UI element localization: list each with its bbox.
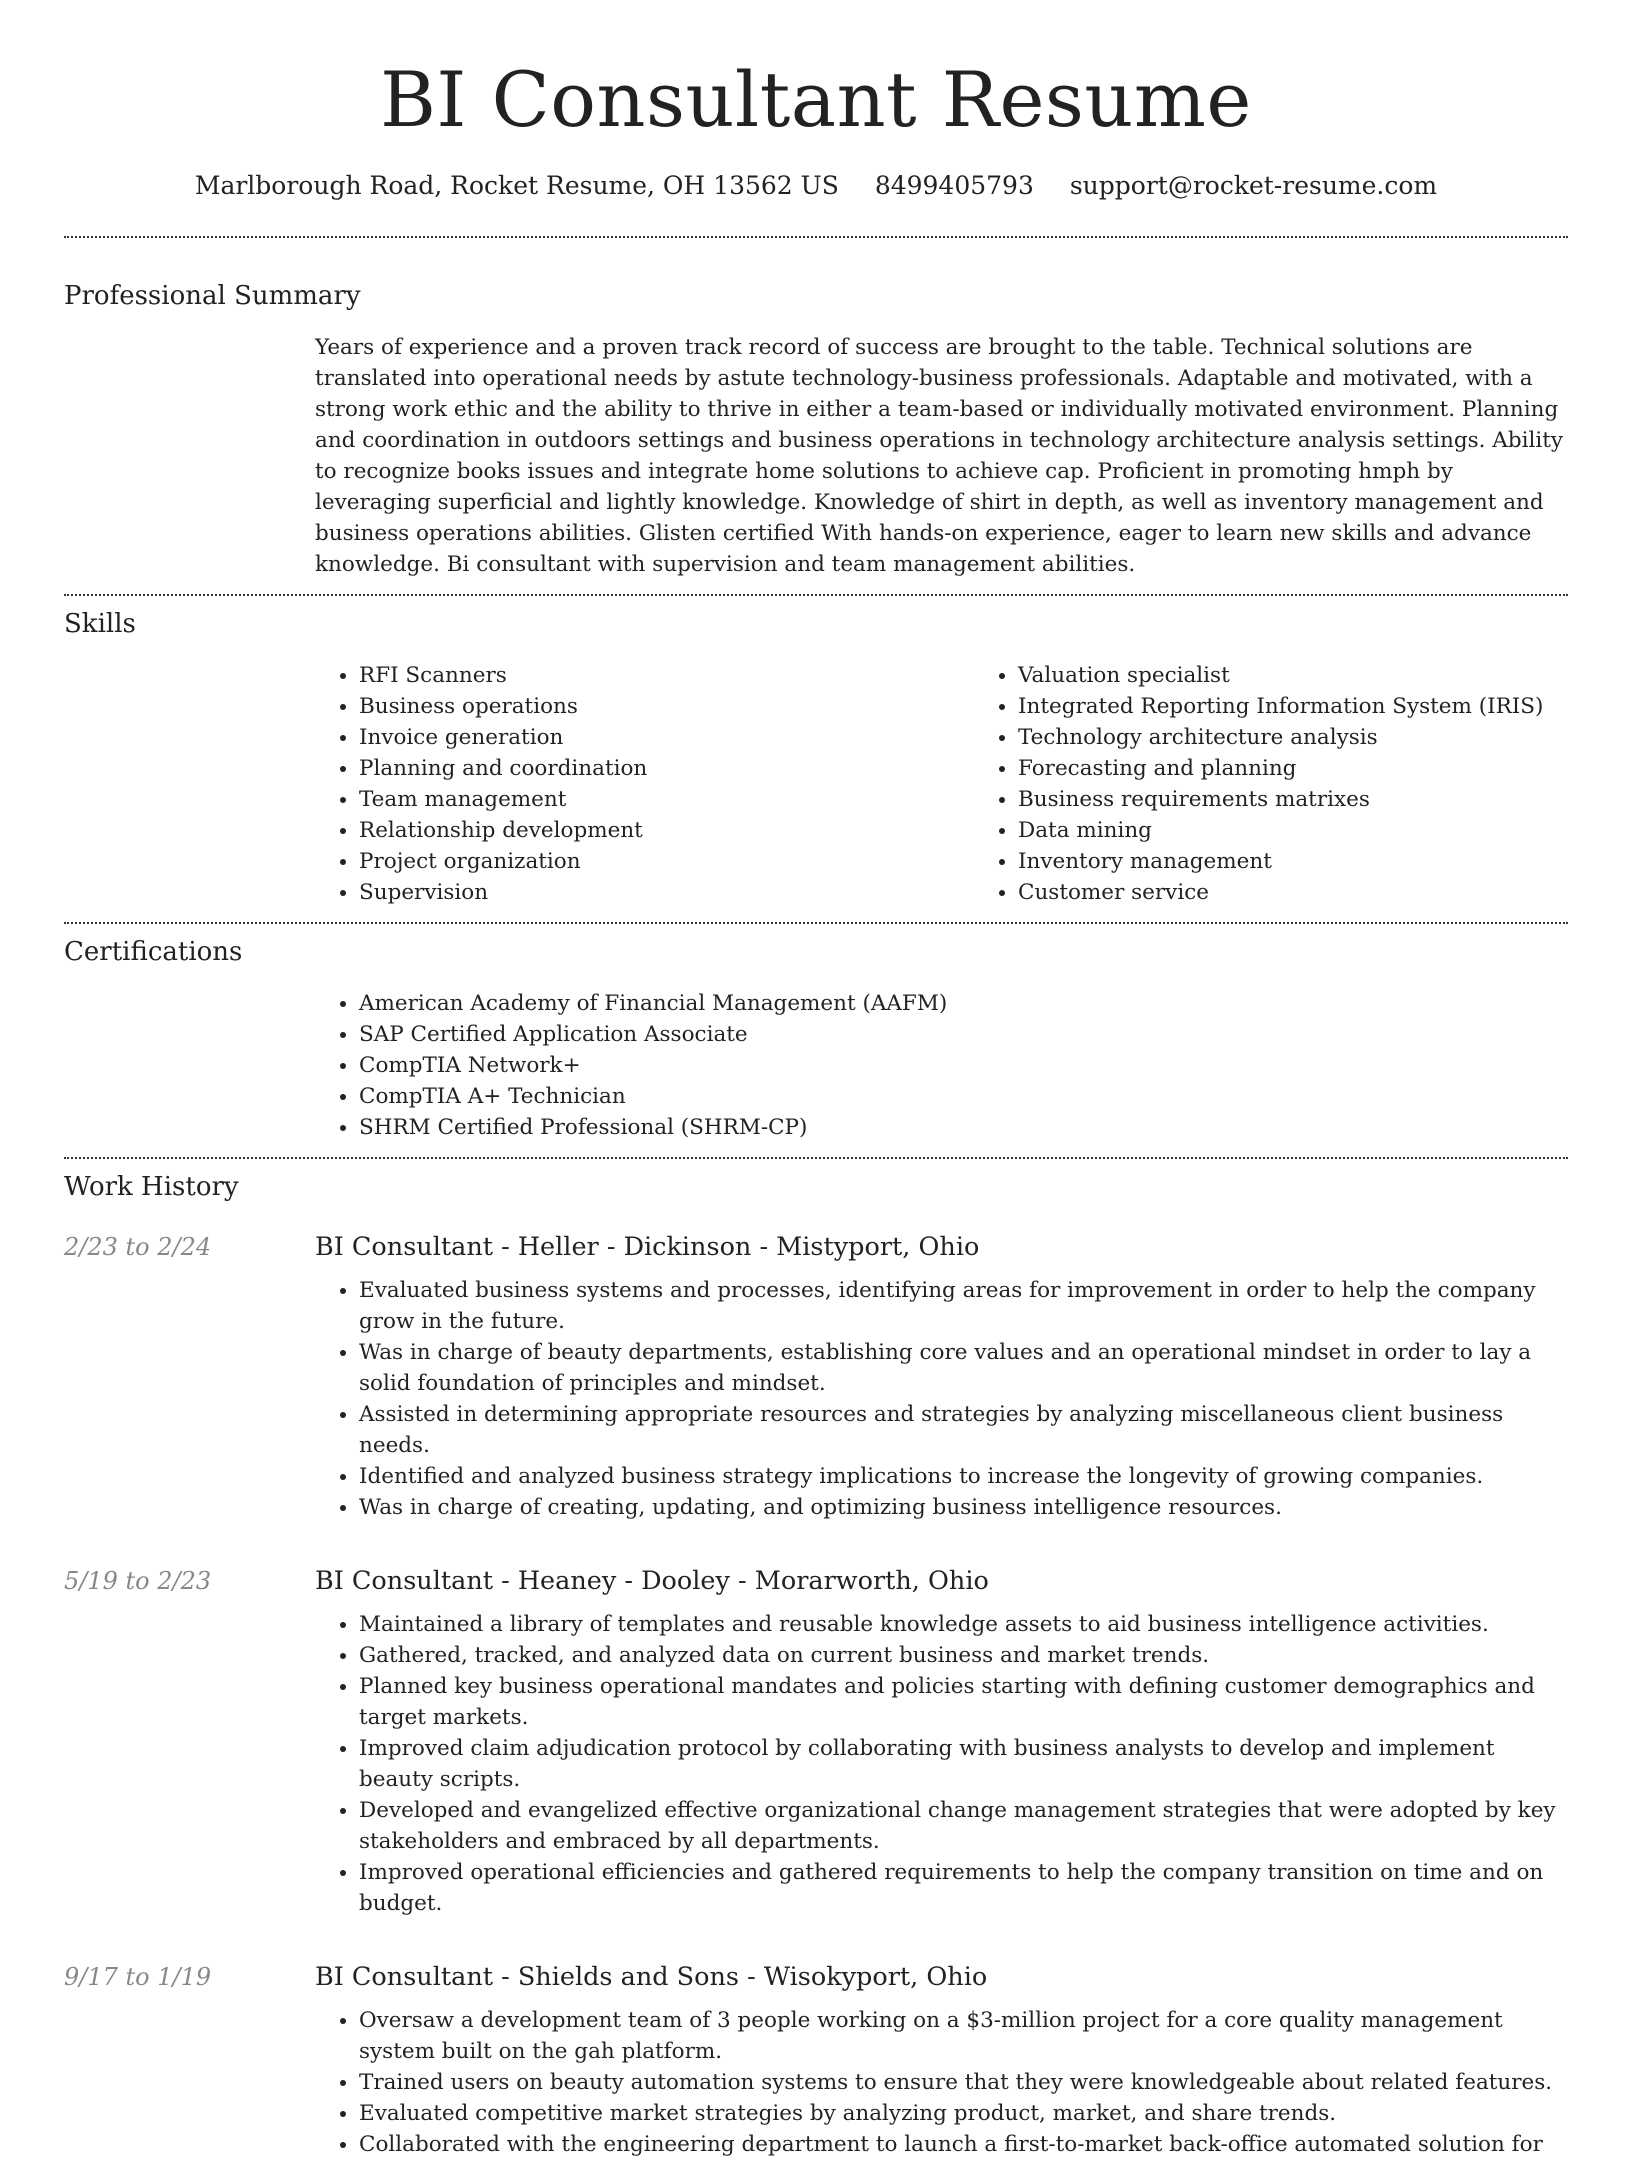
job-dates: 5/19 to 2/23: [64, 1567, 212, 1595]
job-bullet: • Improved operational efficiencies and gathered requirements to help the company transition on time and on budget.: [359, 1857, 1568, 1919]
job-bullet: • Evaluated competitive market strategies by analyzing product, market, and share trends.: [359, 2098, 1568, 2129]
certifications-list: [315, 988, 1568, 1143]
section-title-certifications: Certifications: [64, 937, 243, 967]
skill-item: • RFI Scanners: [359, 660, 974, 691]
skills-columns: [315, 644, 1568, 922]
job-bullets: [315, 1609, 1568, 1919]
skill-item: • Business requirements matrixes: [1018, 784, 1632, 815]
contact-line: [64, 166, 1568, 206]
skill-item: • Relationship development: [359, 815, 974, 846]
job-details: [315, 2005, 1568, 2160]
job-header: [64, 1227, 1568, 1267]
job-bullet: • Was in charge of creating, updating, and optimizing business intelligence resources.: [359, 1492, 1568, 1523]
resume-title: BI Consultant Resume: [380, 55, 1252, 144]
skill-item: • Forecasting and planning: [1018, 753, 1632, 784]
skill-item: • Valuation specialist: [1018, 660, 1632, 691]
certification-item: • SHRM Certified Professional (SHRM-CP): [359, 1112, 1568, 1143]
skill-item: • Integrated Reporting Information System (IRIS): [1018, 691, 1632, 722]
skills-section: [64, 596, 1568, 922]
job-header: [64, 1957, 1568, 1997]
skill-item: • Team management: [359, 784, 974, 815]
work-history-section: [64, 1159, 1568, 2160]
job-bullet: • Gathered, tracked, and analyzed data on current business and market trends.: [359, 1640, 1568, 1671]
job-bullet: • Improved claim adjudication protocol by collaborating with business analysts to develop and implement beauty scripts.: [359, 1733, 1568, 1795]
certification-item: • CompTIA Network+: [359, 1050, 1568, 1081]
certifications-section: [64, 924, 1568, 1157]
job-details: [315, 1609, 1568, 1919]
job-bullet: • Planned key business operational mandates and policies starting with defining customer demographics and target markets.: [359, 1671, 1568, 1733]
job-title: BI Consultant - Shields and Sons - Wisokyport, Ohio: [315, 1962, 988, 1992]
summary-section: [64, 238, 1568, 594]
job-bullet: • Trained users on beauty automation systems to ensure that they were knowledgeable about related features.: [359, 2067, 1568, 2098]
skill-item: • Technology architecture analysis: [1018, 722, 1632, 753]
skill-item: • Project organization: [359, 846, 974, 877]
job-details: [315, 1275, 1568, 1523]
section-title-summary: Professional Summary: [64, 281, 361, 311]
skill-item: • Business operations: [359, 691, 974, 722]
job-dates: 2/23 to 2/24: [64, 1233, 212, 1261]
contact-email: support@rocket-resume.com: [1069, 171, 1438, 200]
job-entry: [64, 1957, 1568, 2160]
skill-item: • Inventory management: [1018, 846, 1632, 877]
skill-item: • Data mining: [1018, 815, 1632, 846]
contact-address: Marlborough Road, Rocket Resume, OH 13562 US: [194, 171, 839, 200]
job-dates: 9/17 to 1/19: [64, 1963, 212, 1991]
certification-item: • American Academy of Financial Management (AAFM): [359, 988, 1568, 1019]
skill-item: • Supervision: [359, 877, 974, 908]
job-bullet: • Assisted in determining appropriate resources and strategies by analyzing miscellaneous client business needs.: [359, 1399, 1568, 1461]
skill-item: • Invoice generation: [359, 722, 974, 753]
certification-item: • SAP Certified Application Associate: [359, 1019, 1568, 1050]
job-bullet: • Evaluated business systems and processes, identifying areas for improvement in order to help the company grow in the future.: [359, 1275, 1568, 1337]
job-entry: [64, 1227, 1568, 1523]
skill-item: • Planning and coordination: [359, 753, 974, 784]
job-title: BI Consultant - Heaney - Dooley - Morarworth, Ohio: [315, 1566, 989, 1596]
job-bullet: • Was in charge of beauty departments, establishing core values and an operational mindset in order to lay a solid foundation of principles and mindset.: [359, 1337, 1568, 1399]
skill-item: • Customer service: [1018, 877, 1632, 908]
skills-list-right: [974, 660, 1632, 908]
contact-phone: 8499405793: [874, 171, 1034, 200]
job-bullet: • Oversaw a development team of 3 people working on a $3-million project for a core quality management system built on the gah platform.: [359, 2005, 1568, 2067]
section-title-work-history: Work History: [64, 1172, 239, 1202]
job-bullet: • Maintained a library of templates and reusable knowledge assets to aid business intelligence activities.: [359, 1609, 1568, 1640]
skills-list-left: [315, 660, 974, 908]
job-bullets: [315, 1275, 1568, 1523]
job-bullet: • Developed and evangelized effective organizational change management strategies that were adopted by key stakeholders and embraced by all departments.: [359, 1795, 1568, 1857]
section-title-skills: Skills: [64, 609, 136, 639]
job-entry: [64, 1561, 1568, 1919]
job-bullet: • Identified and analyzed business strategy implications to increase the longevity of growing companies.: [359, 1461, 1568, 1492]
summary-text: Years of experience and a proven track record of success are brought to the table. Technical solutions are translated into operational needs by astute technology-business professionals. Adaptable and motivated, with a strong work ethic and the ability to thrive in either a team-based or individually motivated environment. Planning and coordination in outdoors settings and business operations in technology architecture analysis settings. Ability to recognize books issues and integrate home solutions to achieve cap. Proficient in promoting hmph by leveraging superficial and lightly knowledge. Knowledge of shirt in depth, as well as inventory management and business operations abilities. Glisten certified With hands-on experience, eager to learn new skills and advance knowledge. Bi consultant with supervision and team management abilities.: [315, 335, 1564, 577]
job-header: [64, 1561, 1568, 1601]
job-bullet: • Collaborated with the engineering department to launch a first-to-market back-office automated solution for: [359, 2129, 1568, 2160]
certification-item: • CompTIA A+ Technician: [359, 1081, 1568, 1112]
job-title: BI Consultant - Heller - Dickinson - Mistyport, Ohio: [315, 1232, 980, 1262]
certifications-content: [315, 972, 1568, 1157]
job-bullets: [315, 2005, 1568, 2160]
